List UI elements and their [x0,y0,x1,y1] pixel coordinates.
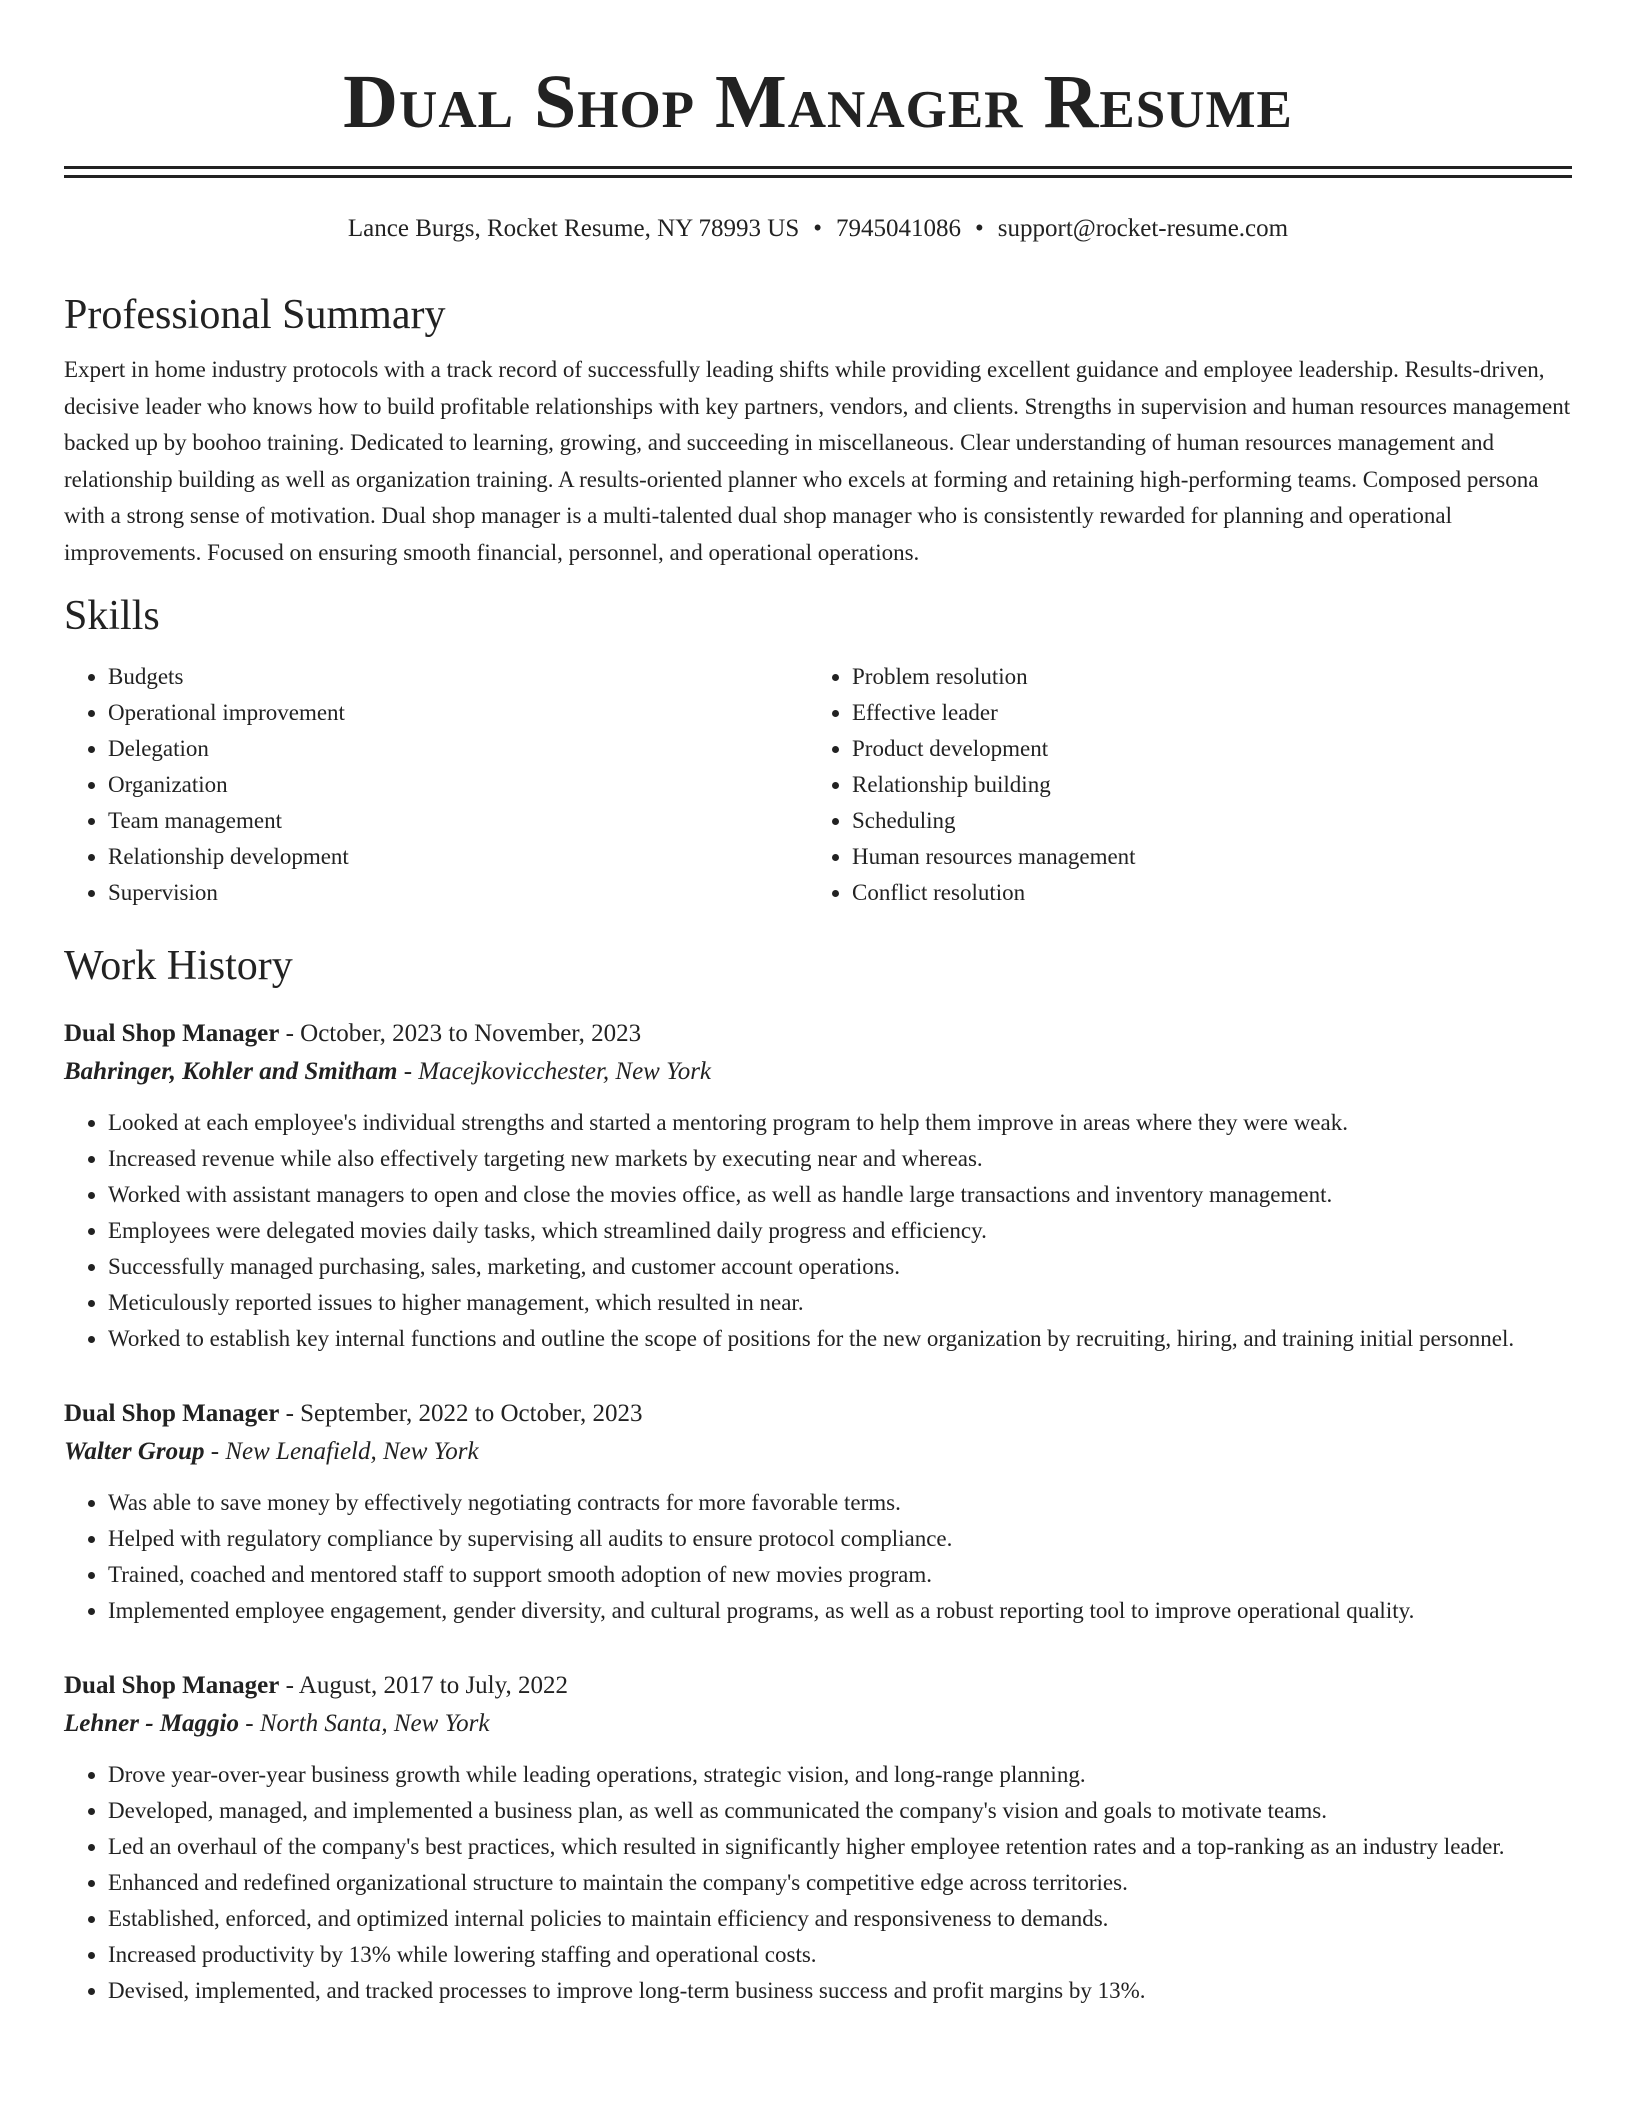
job-bullets [64,1105,1572,1357]
contact-address: Lance Burgs, Rocket Resume, NY 78993 US [347,215,800,242]
job-bullet: • Established, enforced, and optimized internal policies to maintain efficiency and responsiveness to demands. [108,1901,1572,1937]
skills-list [64,659,1572,911]
skills-column-right [808,659,1552,911]
job-entry [64,1395,1572,1629]
job-bullet: • Looked at each employee's individual strengths and started a mentoring program to help them improve in areas where they were weak. [108,1105,1572,1141]
contact-separator: • [813,215,823,242]
job-bullet: • Employees were delegated movies daily tasks, which streamlined daily progress and efficiency. [108,1213,1572,1249]
job-bullet: • Implemented employee engagement, gender diversity, and cultural programs, as well as a robust reporting tool to improve operational quality. [108,1593,1572,1629]
contact-separator: • [975,215,984,242]
job-title-line: Dual Shop Manager - October, 2023 to November, 2023 [64,1020,642,1047]
skill-item: • Effective leader [852,695,1552,731]
job-title: Dual Shop Manager [64,1672,280,1699]
resume-page [64,0,1572,2009]
job-bullet: • Led an overhaul of the company's best practices, which resulted in significantly higher employee retention rates and a top-ranking as an industry leader. [108,1829,1572,1865]
contact-email: support@rocket-resume.com [997,215,1289,242]
job-company-line: Lehner - Maggio - North Santa, New York [64,1710,490,1737]
job-location: North Santa, New York [259,1710,490,1737]
skill-item: • Delegation [108,731,808,767]
skill-item: • Organization [108,767,808,803]
job-bullet: • Trained, coached and mentored staff to support smooth adoption of new movies program. [108,1557,1572,1593]
job-company-line: Walter Group - New Lenafield, New York [64,1438,479,1465]
skill-item: • Team management [108,803,808,839]
job-bullet: • Worked to establish key internal functions and outline the scope of positions for the new organization by recruiting, hiring, and training initial personnel. [108,1321,1572,1357]
job-company: Lehner - Maggio [64,1710,239,1737]
skill-item: • Budgets [108,659,808,695]
job-company-line: Bahringer, Kohler and Smitham - Macejkovicchester, New York [64,1058,712,1085]
skill-item: • Supervision [108,875,808,911]
title-rule-top [64,166,1572,169]
job-bullet: • Devised, implemented, and tracked processes to improve long-term business success and profit margins by 13%. [108,1973,1572,2009]
resume-title: Dual Shop Manager Resume [343,60,1293,144]
job-bullets [64,1757,1572,2009]
section-heading-summary: Professional Summary [64,292,446,338]
job-dates: October, 2023 to November, 2023 [300,1020,642,1047]
job-title-line: Dual Shop Manager - August, 2017 to July, 2022 [64,1672,568,1699]
job-bullet: • Was able to save money by effectively negotiating contracts for more favorable terms. [108,1485,1572,1521]
title-rule-bottom [64,175,1572,178]
job-title-line: Dual Shop Manager - September, 2022 to October, 2023 [64,1400,643,1427]
skills-column-left [64,659,808,911]
job-bullet: • Drove year-over-year business growth while leading operations, strategic vision, and long-range planning. [108,1757,1572,1793]
job-title: Dual Shop Manager [64,1400,280,1427]
job-dates: August, 2017 to July, 2022 [298,1672,568,1699]
contact-phone: 7945041086 [836,215,962,242]
skill-item: • Conflict resolution [852,875,1552,911]
skill-item: • Operational improvement [108,695,808,731]
job-title: Dual Shop Manager [64,1020,280,1047]
job-entry [64,1667,1572,2009]
job-bullet: • Helped with regulatory compliance by supervising all audits to ensure protocol compliance. [108,1521,1572,1557]
job-location: New Lenafield, New York [225,1438,479,1465]
skill-item: • Human resources management [852,839,1552,875]
section-heading-work-history: Work History [64,943,293,989]
job-bullet: • Increased revenue while also effectively targeting new markets by executing near and whereas. [108,1141,1572,1177]
job-bullet: • Worked with assistant managers to open and close the movies office, as well as handle large transactions and inventory management. [108,1177,1572,1213]
skill-item: • Relationship development [108,839,808,875]
job-bullet: • Increased productivity by 13% while lowering staffing and operational costs. [108,1937,1572,1973]
skill-item: • Relationship building [852,767,1552,803]
job-bullets [64,1485,1572,1629]
job-entry [64,1015,1572,1357]
contact-line [64,212,1572,246]
job-bullet: • Enhanced and redefined organizational structure to maintain the company's competitive edge across territories. [108,1865,1572,1901]
skill-item: • Problem resolution [852,659,1552,695]
job-company: Walter Group [64,1438,205,1465]
job-bullet: • Meticulously reported issues to higher management, which resulted in near. [108,1285,1572,1321]
section-heading-skills: Skills [64,593,160,639]
job-dates: September, 2022 to October, 2023 [300,1400,643,1427]
job-bullet: • Developed, managed, and implemented a business plan, as well as communicated the company's vision and goals to motivate teams. [108,1793,1572,1829]
skill-item: • Product development [852,731,1552,767]
job-bullet: • Successfully managed purchasing, sales, marketing, and customer account operations. [108,1249,1572,1285]
job-location: Macejkovicchester, New York [418,1058,712,1085]
job-company: Bahringer, Kohler and Smitham [64,1058,398,1085]
skill-item: • Scheduling [852,803,1552,839]
summary-text: Expert in home industry protocols with a track record of successfully leading shifts while providing excellent guidance and employee leadership. Results-driven, decisive leader who knows how to build profitable relationships with key partners, vendors, and clients. Strengths in supervision and human resources management backed up by boohoo training. Dedicated to learning, growing, and succeeding in miscellaneous. Clear understanding of human resources management and relationship building as well as organization training. A results-oriented planner who excels at forming and retaining high-performing teams. Composed persona with a strong sense of motivation. Dual shop manager is a multi-talented dual shop manager who is consistently rewarded for planning and operational improvements. Focused on ensuring smooth financial, personnel, and operational operations. [64,357,1571,565]
